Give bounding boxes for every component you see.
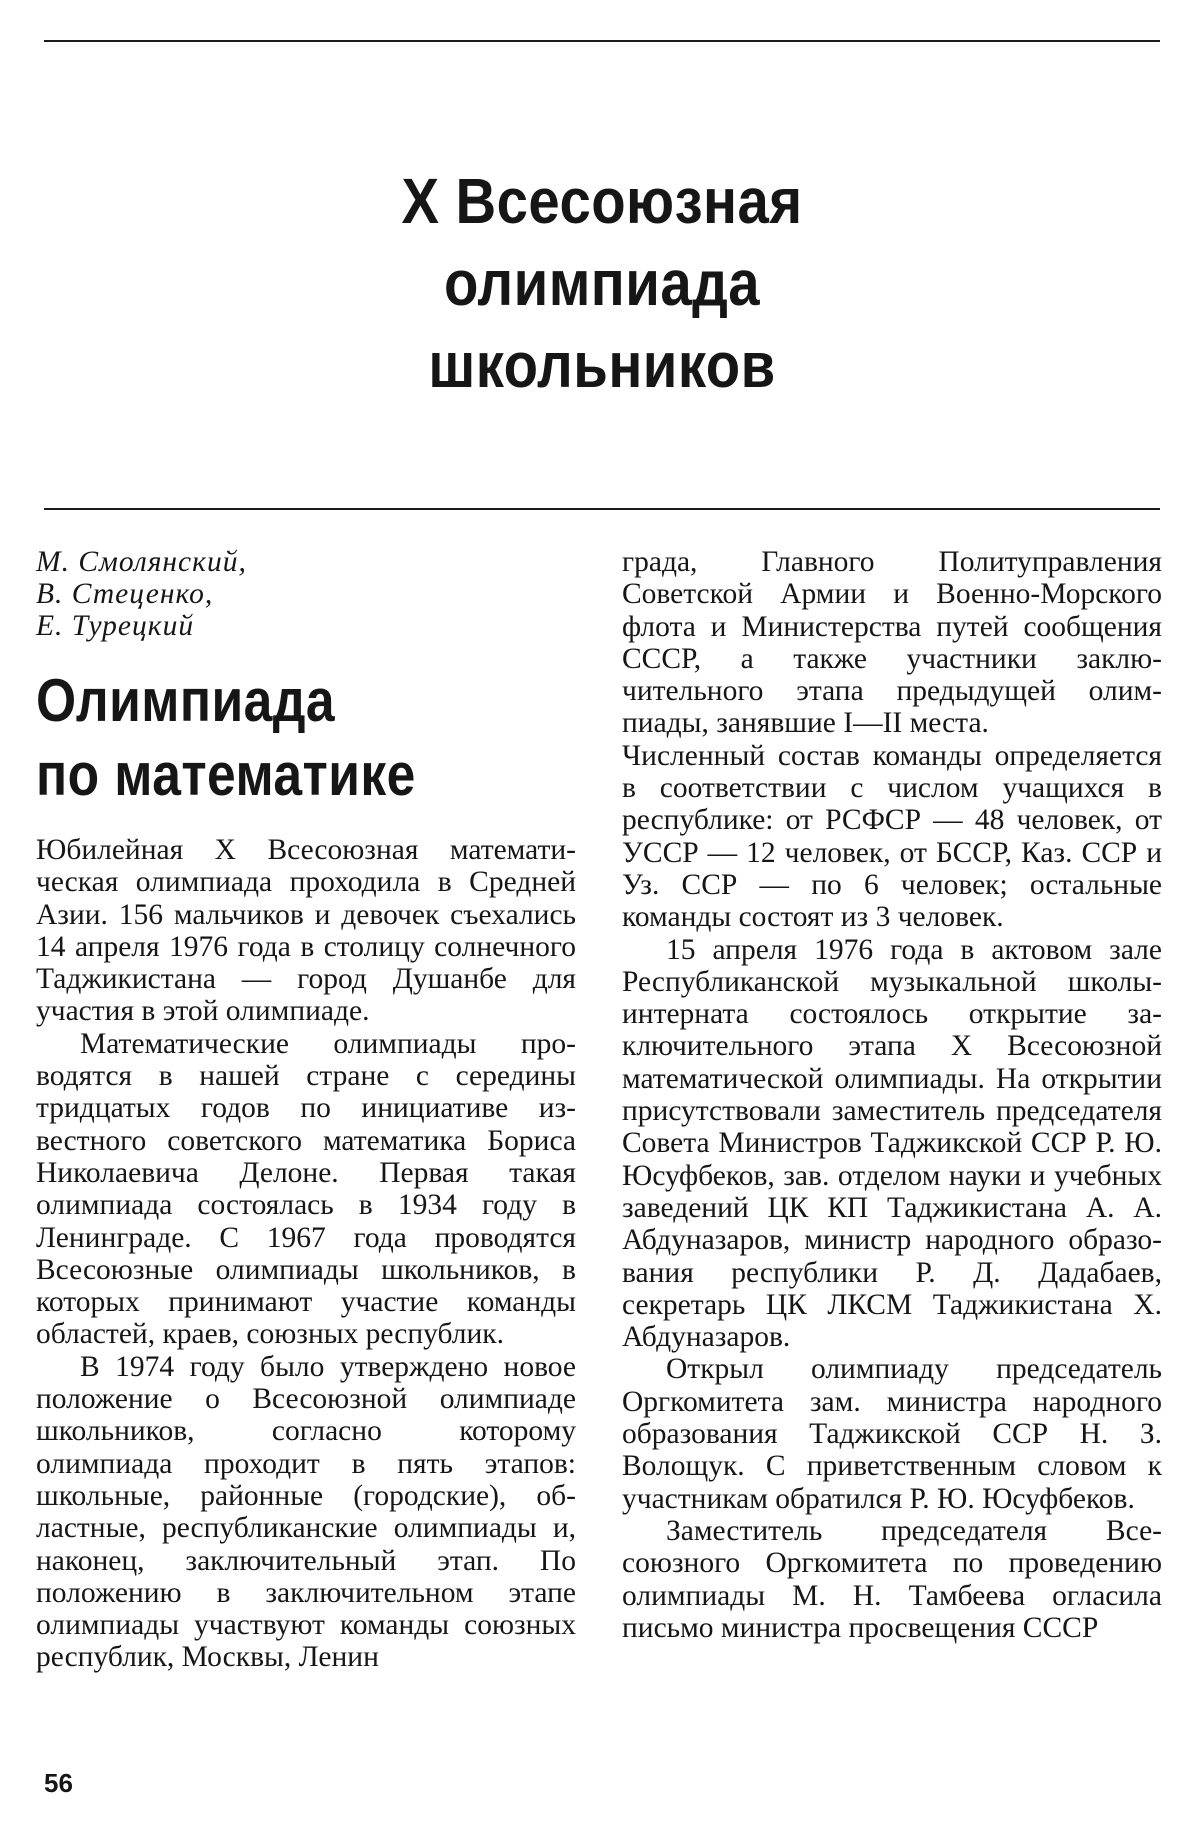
paragraph: Открыл олимпиаду председатель Оргкомитета зам. министра народного образования Таджикской ССР Н. З. Волощук. С приветственным словом к участникам обратился Р. Ю. Юсуфбеков. — [622, 1353, 1162, 1515]
paragraph: града, Главного Политуправления Советской Армии и Военно-Морского флота и Министерства путей сообщения СССР, а также участники заключительного этапа предыдущей олимпиады, занявшие I—II места. — [622, 546, 1162, 740]
article-title-line-1: Олимпиада — [36, 667, 336, 734]
author: В. Стеценко, — [36, 578, 214, 610]
paragraph: Численный состав команды определяется в соответствии с числом учащихся в республике: от РСФСР — 48 человек, от УССР — 12 человек, от БССР, Каз. ССР и Уз. ССР — по 6 человек; остальные команды состоят из 3 человек. — [622, 739, 1162, 934]
paragraph: Заместитель председателя Всесоюзного Оргкомитета по проведению олимпиады М. Н. Тамбеева огласила письмо министра просвещения СССР — [622, 1514, 1162, 1644]
paragraph: 15 апреля 1976 года в актовом зале Республиканской музыкальной школы-интерната состоялось открытие заключительного этапа X Всесоюзной математической олимпиады. На открытии присутствовали заместитель председателя Совета Министров Таджикской ССР Р. Ю. Юсуфбеков, зав. отделом науки и учебных заведений ЦК КП Таджикистана А. А. Абдуназаров, министр народного образования республики Р. Д. Дадабаев, секретарь ЦК ЛКСМ Таджикистана Х. Абдуназаров. — [622, 933, 1162, 1354]
right-column — [622, 546, 1162, 1644]
section-heading-line-2: олимпиада — [443, 247, 761, 319]
article-title-line-2: по математике — [36, 741, 416, 808]
article-title — [36, 664, 569, 812]
section-heading-line-3: школьников — [428, 329, 776, 401]
author: М. Смолянский, — [36, 546, 247, 578]
section-heading — [111, 160, 1093, 406]
left-column — [36, 546, 576, 1674]
paragraph: Юбилейная X Всесоюзная математическая олимпиада проходила в Средней Азии. 156 мальчиков и девочек съехались 14 апреля 1976 года в столицу солнечного Таджикистана — город Душанбе для участия в этой олимпиаде. — [36, 834, 576, 1028]
author-list — [36, 546, 576, 642]
paragraph: Математические олимпиады проводятся в нашей стране с середины тридцатых годов по инициативе известного советского математика Бориса Николаевича Делоне. Первая такая олимпиада состоялась в 1934 году в Ленинграде. С 1967 года проводятся Всесоюзные олимпиады школьников, в которых принимают участие команды областей, краев, союзных республик. — [36, 1027, 576, 1351]
top-rule — [44, 40, 1160, 42]
author: Е. Турецкий — [36, 610, 195, 642]
paragraph: В 1974 году было утверждено новое положение о Всесоюзной олимпиаде школьников, согласно которому олимпиада проходит в пять этапов: школьные, районные (городские), областные, республиканские олимпиады и, наконец, заключительный этап. По положению в заключительном этапе олимпиады участвуют команды союзных республик, Москвы, Ленин — [36, 1350, 576, 1674]
page-number: 56 — [44, 1768, 73, 1798]
section-divider-rule — [44, 508, 1160, 510]
section-heading-line-1: X Всесоюзная — [401, 165, 803, 237]
